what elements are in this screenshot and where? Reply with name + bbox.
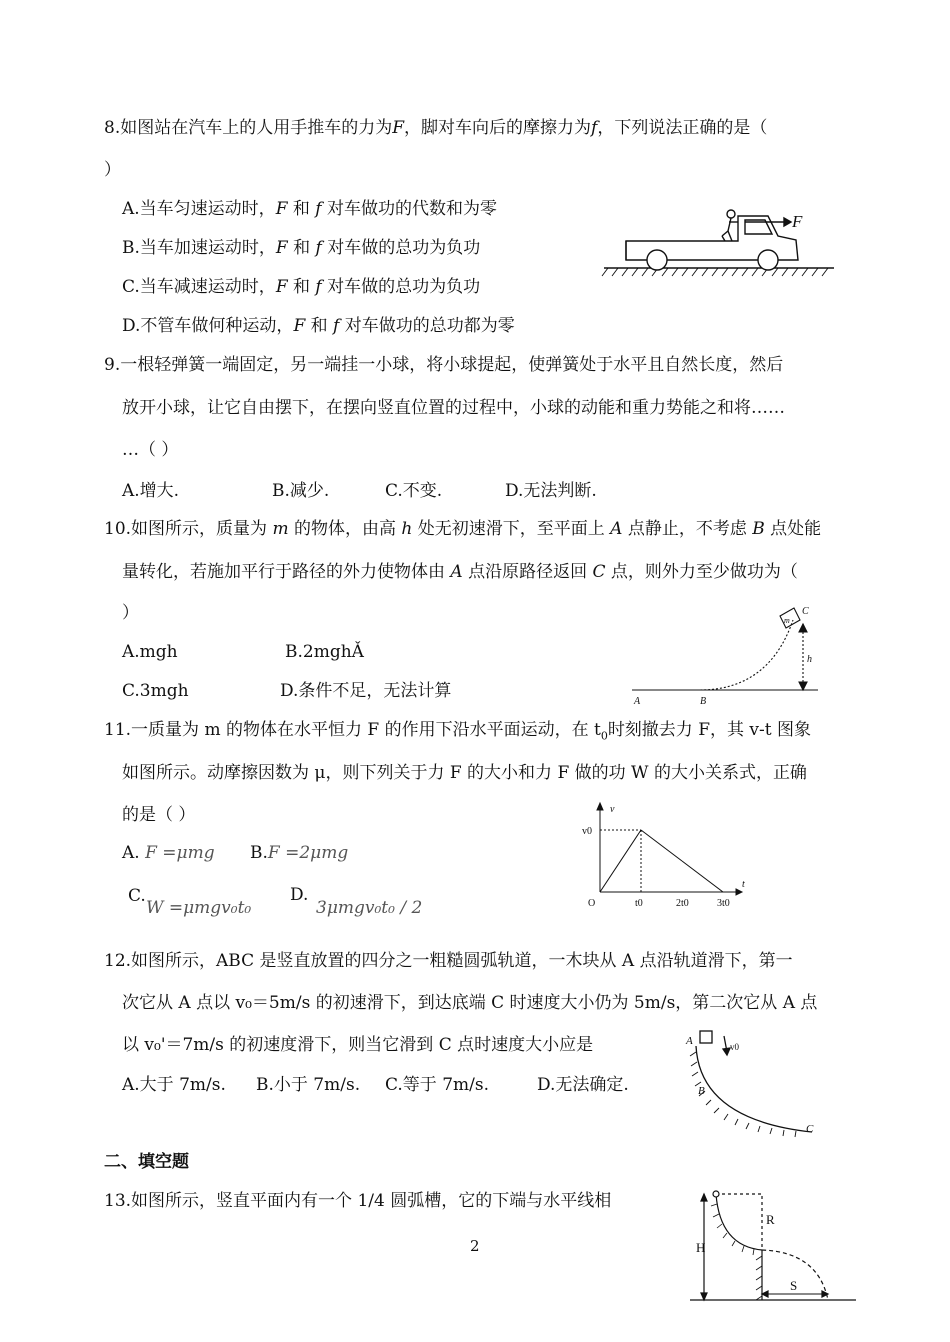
q12-option-a: A.大于 7m/s. [122,1075,226,1095]
q10-fig-m: m [784,616,790,625]
q8-option-d-suffix: 对车做功的总功都为零 [339,316,515,336]
page-number: 2 [470,1237,480,1255]
q9-line1: 9.一根轻弹簧一端固定，另一端挂一小球，将小球提起，使弹簧处于水平且自然长度，然后 [104,355,784,375]
q10-point-b: B [752,519,765,539]
q13-fig-s: S [790,1278,798,1293]
q11-xlabel: t [742,879,745,890]
q10-option-c: C.3mgh [122,681,189,701]
q12-line2: 次它从 A 点以 v₀＝5m/s 的初速滑下，到达底端 C 时速度大小仍为 5m/s，第二次它从 A 点 [122,993,818,1013]
q11-l1a: 11.一质量为 m 的物体在水平恒力 F 的作用下沿水平面运动，在 t [104,720,601,740]
q8-option-b-F: F [275,238,288,258]
q10-l1e: 点处能 [764,519,822,539]
q10-line2 [122,561,798,583]
q10-l1b: 的物体，由高 [288,519,402,539]
q12-option-c: C.等于 7m/s. [385,1075,490,1095]
q11-x-tick-3: 3t0 [717,898,730,909]
q11-option-b [250,842,348,864]
q11-option-a-expr: F =μmg [145,843,215,863]
q10-mass: m [272,519,289,539]
q8-option-c-prefix: C.当车减速运动时， [122,277,276,297]
q12-fig-c: C [806,1123,814,1135]
q8-option-a-mid: 和 [287,199,316,219]
q11-l1-sub: 0 [600,729,608,743]
q8-option-b [122,237,480,259]
q13-arc-figure [686,1186,866,1304]
q8-option-a-F: F [275,199,288,219]
q11-option-d-expr-text: 3μmgv₀t₀ / 2 [316,898,423,918]
q10-height: h [401,519,413,539]
q11-option-b-label: B. [250,843,268,863]
q11-option-a [122,842,215,864]
q8-force-F: F [392,118,405,138]
q11-x-tick-1: t0 [635,898,643,909]
q8-stem-close: ） [104,160,121,180]
q13-fig-h: H [696,1240,706,1255]
q13-fig-r: R [766,1212,775,1227]
q8-option-c-F: F [275,277,288,297]
q8-option-a-prefix: A.当车匀速运动时， [122,199,276,219]
q10-fig-b: B [700,696,707,707]
q10-point-a2: A [450,562,463,582]
q12-line1: 12.如图所示，ABC 是竖直放置的四分之一粗糙圆弧轨道，一木块从 A 点沿轨道滑下，第一 [104,951,793,971]
q8-option-c-suffix: 对车做的总功为负功 [321,277,481,297]
q8-stem-b: ，脚对车向后的摩擦力为 [404,118,592,138]
q8-stem-c: ，下列说法正确的是（ [597,118,768,138]
q10-option-a: A.mgh [122,642,178,662]
q10-l2c: 点，则外力至少做功为（ [605,562,798,582]
q10-l1a: 10.如图所示，质量为 [104,519,273,539]
q10-option-b: B.2mghǍ [285,642,364,662]
q11-series-segment-0 [600,830,641,892]
q9-option-d: D.无法判断. [505,481,597,501]
q11-ylabel: v [610,804,615,815]
q9-line2: 放开小球，让它自由摆下，在摆向竖直位置的过程中，小球的动能和重力势能之和将…… [122,398,785,418]
q10-fig-h: h [807,654,812,665]
q10-l2b: 点沿原路径返回 [462,562,593,582]
q8-force-f: f [591,118,598,138]
q10-fig-a: A [634,696,641,707]
q8-option-b-prefix: B.当车加速运动时， [122,238,276,258]
q8-stem-a: 8.如图站在汽车上的人用手推车的力为 [104,118,393,138]
q11-line2: 如图所示。动摩擦因数为 μ，则下列关于力 F 的大小和力 F 做的功 W 的大小关系式，正确 [122,763,807,783]
q12-fig-v0: v0 [730,1042,739,1052]
q10-point-a: A [610,519,623,539]
q11-line1 [104,719,811,747]
q10-l1d: 点静止，不考虑 [622,519,753,539]
q11-origin-label: O [588,898,596,909]
q11-vt-chart [580,796,756,918]
q11-option-a-label: A. [122,843,140,863]
q12-line3: 以 v₀'＝7m/s 的初速度滑下，则当它滑到 C 点时速度大小应是 [122,1035,594,1055]
q11-option-d-label: D. [290,885,309,905]
q8-option-d [122,315,515,337]
q11-option-b-expr: F =2μmg [267,843,349,863]
q11-series-segment-2 [682,861,723,892]
q10-fig-c: C [802,606,809,617]
q12-arc-figure [680,1028,840,1144]
q8-option-c [122,276,480,298]
q8-option-c-mid: 和 [287,277,316,297]
q8-option-d-F: F [293,316,306,336]
q13-line1: 13.如图所示，竖直平面内有一个 1/4 圆弧槽，它的下端与水平线相 [104,1191,612,1211]
q10-slope-figure [628,604,828,708]
q8-option-d-mid: 和 [305,316,334,336]
q11-line3: 的是（ ） [122,805,196,825]
q9-option-c: C.不变. [385,481,443,501]
q8-option-a [122,198,497,220]
section-fill-in-title: 二、填空题 [104,1152,189,1172]
q11-series-segment-1 [641,830,682,861]
q12-fig-a: A [686,1035,693,1047]
q8-option-a-suffix: 对车做功的代数和为零 [321,199,497,219]
q11-x-tick-2: 2t0 [676,898,689,909]
q10-option-d: D.条件不足，无法计算 [280,681,452,701]
q11-option-c-label: C. [128,886,146,906]
q10-line3: ） [122,603,139,623]
q10-l2a: 量转化，若施加平行于路径的外力使物体由 [122,562,451,582]
q8-option-b-f: f [315,238,322,258]
q8-option-d-prefix: D.不管车做何种运动， [122,316,294,336]
q11-l1b: 时刻撤去力 F，其 v-t 图象 [607,720,811,740]
q8-figure-F-label: F [792,212,803,231]
q8-option-a-f: f [315,199,322,219]
q8-stem [104,117,767,139]
q11-option-c-expr-text: W =μmgv₀t₀ [146,898,252,918]
q8-option-b-suffix: 对车做的总功为负功 [321,238,481,258]
q9-option-a: A.增大. [122,481,180,501]
q10-l1c: 处无初速滑下，至平面上 [412,519,611,539]
q12-option-d: D.无法确定. [537,1075,629,1095]
q8-option-d-f: f [333,316,340,336]
q12-option-b: B.小于 7m/s. [256,1075,361,1095]
q11-option-d-expr [316,897,422,919]
q11-option-c-expr [146,897,251,919]
q8-truck-figure [600,200,840,285]
q10-line1 [104,518,821,540]
q9-option-b: B.减少. [272,481,330,501]
q10-point-c: C [592,562,606,582]
q12-fig-b: B [698,1085,705,1097]
q8-option-b-mid: 和 [287,238,316,258]
q8-option-c-f: f [315,277,322,297]
q9-line3: …（ ） [122,440,179,460]
q11-y-tick-v0: v0 [582,826,592,837]
